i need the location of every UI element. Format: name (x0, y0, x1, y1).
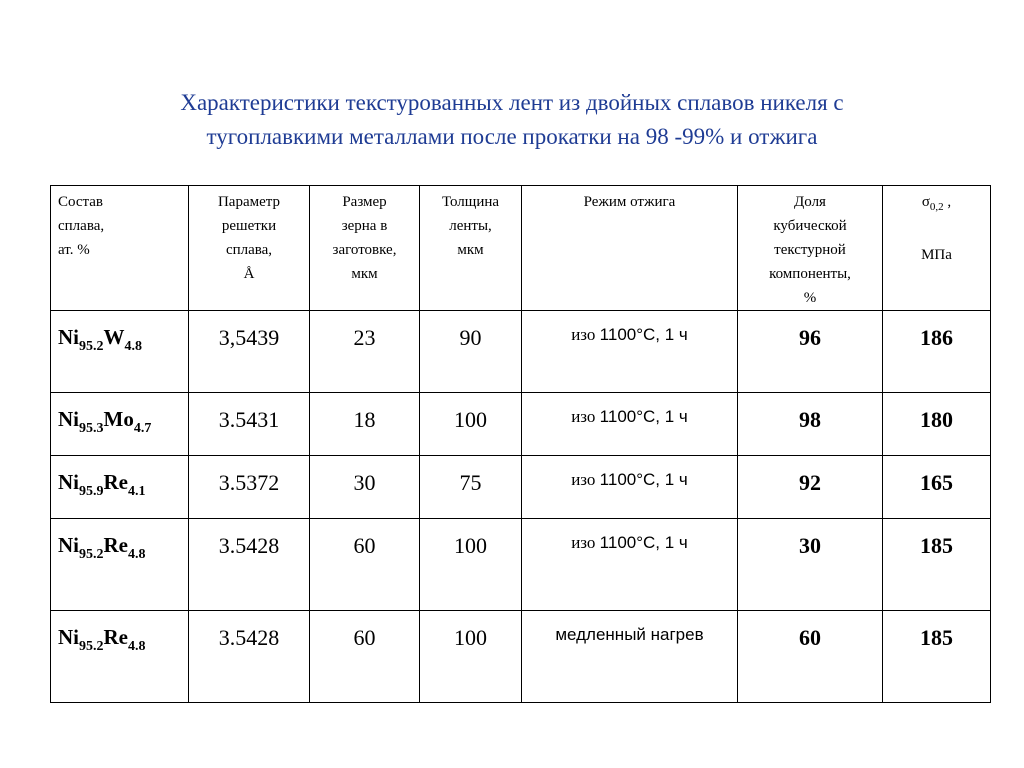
table-row (51, 456, 991, 519)
header-thickness-line: мкм (457, 242, 484, 258)
sigma-cell: 180 (883, 393, 991, 456)
table-row (51, 393, 991, 456)
header-cube (738, 186, 883, 311)
lattice-cell: 3,5439 (189, 311, 310, 393)
alloy-cell (51, 311, 189, 393)
sigma-cell: 185 (883, 519, 991, 611)
alloy-sub2: 4.8 (128, 547, 146, 562)
header-mode-label: Режим отжига (583, 194, 676, 210)
alloy-sub2: 4.8 (124, 339, 142, 354)
page-title (0, 86, 1024, 154)
cube-cell: 96 (738, 311, 883, 393)
mode-cell (522, 519, 738, 611)
alloy-sub1: 95.3 (79, 421, 104, 436)
header-lattice-line: сплава, (225, 242, 273, 258)
sigma-letter: σ (921, 194, 930, 210)
thickness-cell: 75 (420, 456, 522, 519)
header-lattice-line: решетки (221, 218, 277, 234)
alloy-cell (51, 611, 189, 703)
header-sigma-unit: МПа (921, 247, 952, 263)
header-sigma-spacer (883, 219, 990, 243)
sigma-cell: 165 (883, 456, 991, 519)
lattice-cell: 3.5431 (189, 393, 310, 456)
grain-cell: 23 (310, 311, 420, 393)
header-thickness-line: ленты, (449, 218, 492, 234)
title-line-1: Характеристики текстурованных лент из двойных сплавов никеля с (180, 90, 844, 115)
mode-text: 1100°С, 1 ч (599, 325, 688, 344)
alloy-el1: Ni (58, 533, 79, 557)
cube-cell: 92 (738, 456, 883, 519)
header-grain-line: Размер (342, 194, 387, 210)
mode-cell (522, 611, 738, 703)
table-row (51, 519, 991, 611)
header-alloy (51, 186, 189, 311)
mode-text: 1100°С, 1 ч (599, 407, 688, 426)
header-cube-line: компоненты, (769, 266, 851, 282)
alloy-el1: Ni (58, 625, 79, 649)
cube-cell: 30 (738, 519, 883, 611)
alloy-sub1: 95.2 (79, 639, 104, 654)
alloy-sub2: 4.8 (128, 639, 146, 654)
cube-cell: 98 (738, 393, 883, 456)
mode-prefix: изо (571, 407, 600, 426)
header-alloy-line: ат. % (58, 242, 90, 258)
alloy-el1: Ni (58, 470, 79, 494)
cube-cell: 60 (738, 611, 883, 703)
sigma-cell: 186 (883, 311, 991, 393)
sigma-tail: , (943, 194, 952, 210)
sigma-subscript: 0,2 (929, 201, 944, 213)
alloy-sub1: 95.9 (79, 484, 104, 499)
header-mode (522, 186, 738, 311)
lattice-cell: 3.5372 (189, 456, 310, 519)
grain-cell: 60 (310, 519, 420, 611)
alloy-el2: Re (103, 470, 128, 494)
header-grain-line: заготовке, (332, 242, 397, 258)
alloy-el2: Re (103, 625, 128, 649)
alloy-el2: Mo (103, 407, 134, 431)
table-row (51, 311, 991, 393)
mode-cell (522, 456, 738, 519)
lattice-cell: 3.5428 (189, 611, 310, 703)
grain-cell: 18 (310, 393, 420, 456)
alloy-el2: W (103, 325, 125, 349)
lattice-cell: 3.5428 (189, 519, 310, 611)
alloy-el1: Ni (58, 407, 79, 431)
table-row (51, 611, 991, 703)
mode-text: 1100°С, 1 ч (599, 470, 688, 489)
mode-prefix: изо (571, 325, 600, 344)
header-lattice-line: Å (243, 266, 255, 282)
mode-text: медленный нагрев (555, 625, 704, 644)
alloy-table (50, 185, 991, 703)
header-row (51, 186, 991, 311)
thickness-cell: 100 (420, 519, 522, 611)
grain-cell: 60 (310, 611, 420, 703)
alloy-cell (51, 456, 189, 519)
thickness-cell: 100 (420, 393, 522, 456)
header-alloy-line: сплава, (58, 218, 105, 234)
header-cube-line: % (803, 290, 817, 306)
header-thickness-line: Толщина (441, 194, 500, 210)
alloy-sub2: 4.7 (133, 421, 152, 436)
alloy-el2: Re (103, 533, 128, 557)
title-line-2: тугоплавкими металлами после прокатки на 98 -99% и отжига (206, 124, 818, 149)
alloy-sub1: 95.2 (79, 339, 104, 354)
header-grain-line: зерна в (341, 218, 388, 234)
thickness-cell: 100 (420, 611, 522, 703)
alloy-el1: Ni (58, 325, 79, 349)
header-alloy-line: Состав (58, 194, 104, 210)
header-sigma-symbol (883, 190, 990, 219)
header-grain (310, 186, 420, 311)
header-thickness (420, 186, 522, 311)
alloy-sub2: 4.1 (128, 484, 146, 499)
header-grain-line: мкм (351, 266, 378, 282)
mode-cell (522, 393, 738, 456)
mode-cell (522, 311, 738, 393)
grain-cell: 30 (310, 456, 420, 519)
header-cube-line: текстурной (774, 242, 846, 258)
sigma-cell: 185 (883, 611, 991, 703)
mode-prefix: изо (571, 470, 600, 489)
mode-prefix: изо (571, 533, 600, 552)
alloy-sub1: 95.2 (79, 547, 104, 562)
header-sigma (883, 186, 991, 311)
header-lattice-line: Параметр (217, 194, 281, 210)
mode-text: 1100°С, 1 ч (599, 533, 688, 552)
alloy-cell (51, 393, 189, 456)
thickness-cell: 90 (420, 311, 522, 393)
header-cube-line: Доля (794, 194, 826, 210)
header-lattice (189, 186, 310, 311)
header-cube-line: кубической (773, 218, 847, 234)
alloy-cell (51, 519, 189, 611)
